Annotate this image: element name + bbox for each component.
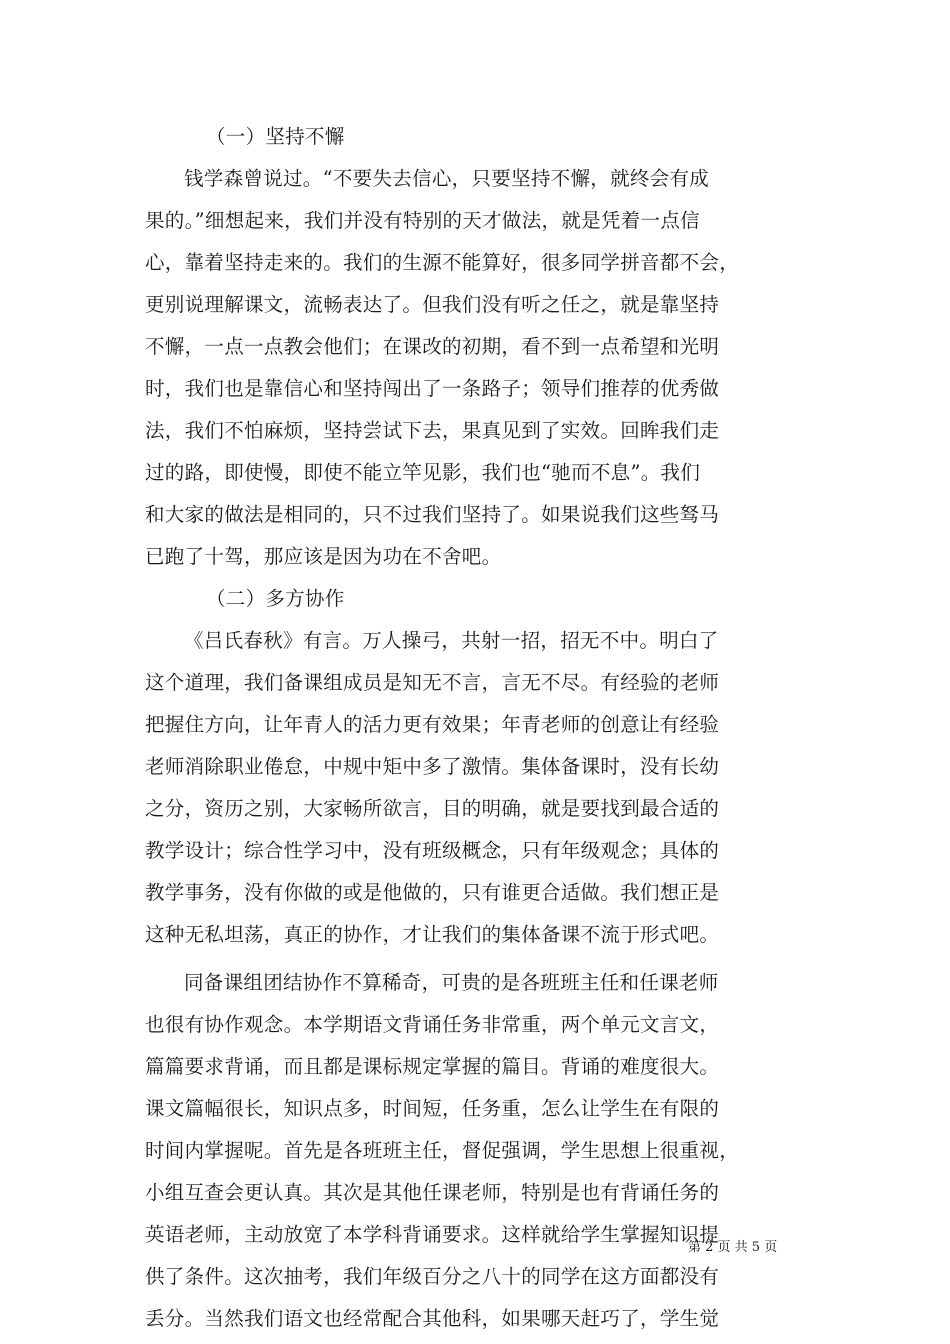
paragraph-line: 这个道理，我们备课组成员是知无不言，言无不尽。有经验的老师: [145, 671, 720, 694]
paragraph-line: 时间内掌握呢。首先是各班班主任，督促强调，学生思想上很重视，: [145, 1139, 740, 1162]
paragraph-line: 钱学森曾说过。“不要失去信心，只要坚持不懈，就终会有成: [184, 167, 710, 190]
paragraph-line: 课文篇幅很长，知识点多，时间短，任务重，怎么让学生在有限的: [145, 1097, 720, 1120]
section-heading: （一）坚持不懈: [206, 125, 345, 148]
paragraph-line: 不懈，一点一点教会他们；在课改的初期，看不到一点希望和光明: [145, 335, 720, 358]
document-body: [145, 116, 805, 1340]
paragraph-line: 过的路，即使慢，即使不能立竿见影，我们也“驰而不息”。我们: [145, 461, 701, 484]
paragraph-line: 之分，资历之别，大家畅所欲言，目的明确，就是要找到最合适的: [145, 797, 720, 820]
paragraph-line: 也很有协作观念。本学期语文背诵任务非常重，两个单元文言文，: [145, 1013, 720, 1036]
paragraph-line: 教学设计；综合性学习中，没有班级概念，只有年级观念；具体的: [145, 839, 720, 862]
paragraph-line: 同备课组团结协作不算稀奇，可贵的是各班班主任和任课老师: [184, 971, 719, 994]
paragraph-line: 已跑了十驾，那应该是因为功在不舍吧。: [145, 545, 502, 568]
paragraph-line: 丢分。当然我们语文也经常配合其他科，如果哪天赶巧了，学生觉: [145, 1307, 720, 1330]
paragraph-line: 老师消除职业倦怠，中规中矩中多了激情。集体备课时，没有长幼: [145, 755, 720, 778]
paragraph-line: 供了条件。这次抽考，我们年级百分之八十的同学在这方面都没有: [145, 1265, 720, 1288]
paragraph-line: 英语老师，主动放宽了本学科背诵要求。这样就给学生掌握知识提: [145, 1223, 720, 1246]
paragraph-line: 小组互查会更认真。其次是其他任课老师，特别是也有背诵任务的: [145, 1181, 720, 1204]
paragraph-line: 这种无私坦荡，真正的协作，才让我们的集体备课不流于形式吧。: [145, 923, 720, 946]
paragraph-line: 果的。”细想起来，我们并没有特别的天才做法，就是凭着一点信: [145, 209, 700, 232]
page-number: 第 2 页 共 5 页: [688, 1240, 778, 1255]
paragraph-line: 时，我们也是靠信心和坚持闯出了一条路子；领导们推荐的优秀做: [145, 377, 720, 400]
section-heading: （二）多方协作: [206, 587, 345, 610]
paragraph-line: 心，靠着坚持走来的。我们的生源不能算好，很多同学拼音都不会，: [145, 251, 740, 274]
paragraph-line: 教学事务，没有你做的或是他做的，只有谁更合适做。我们想正是: [145, 881, 720, 904]
paragraph-line: 更别说理解课文，流畅表达了。但我们没有听之任之，就是靠坚持: [145, 293, 720, 316]
paragraph-line: 篇篇要求背诵，而且都是课标规定掌握的篇目。背诵的难度很大。: [145, 1055, 720, 1078]
paragraph-line: 法，我们不怕麻烦，坚持尝试下去，果真见到了实效。回眸我们走: [145, 419, 720, 442]
paragraph-line: 把握住方向，让年青人的活力更有效果；年青老师的创意让有经验: [145, 713, 720, 736]
paragraph-line: 和大家的做法是相同的，只不过我们坚持了。如果说我们这些驽马: [145, 503, 720, 526]
paragraph-line: 《吕氏春秋》有言。万人操弓，共射一招，招无不中。明白了: [184, 629, 719, 652]
